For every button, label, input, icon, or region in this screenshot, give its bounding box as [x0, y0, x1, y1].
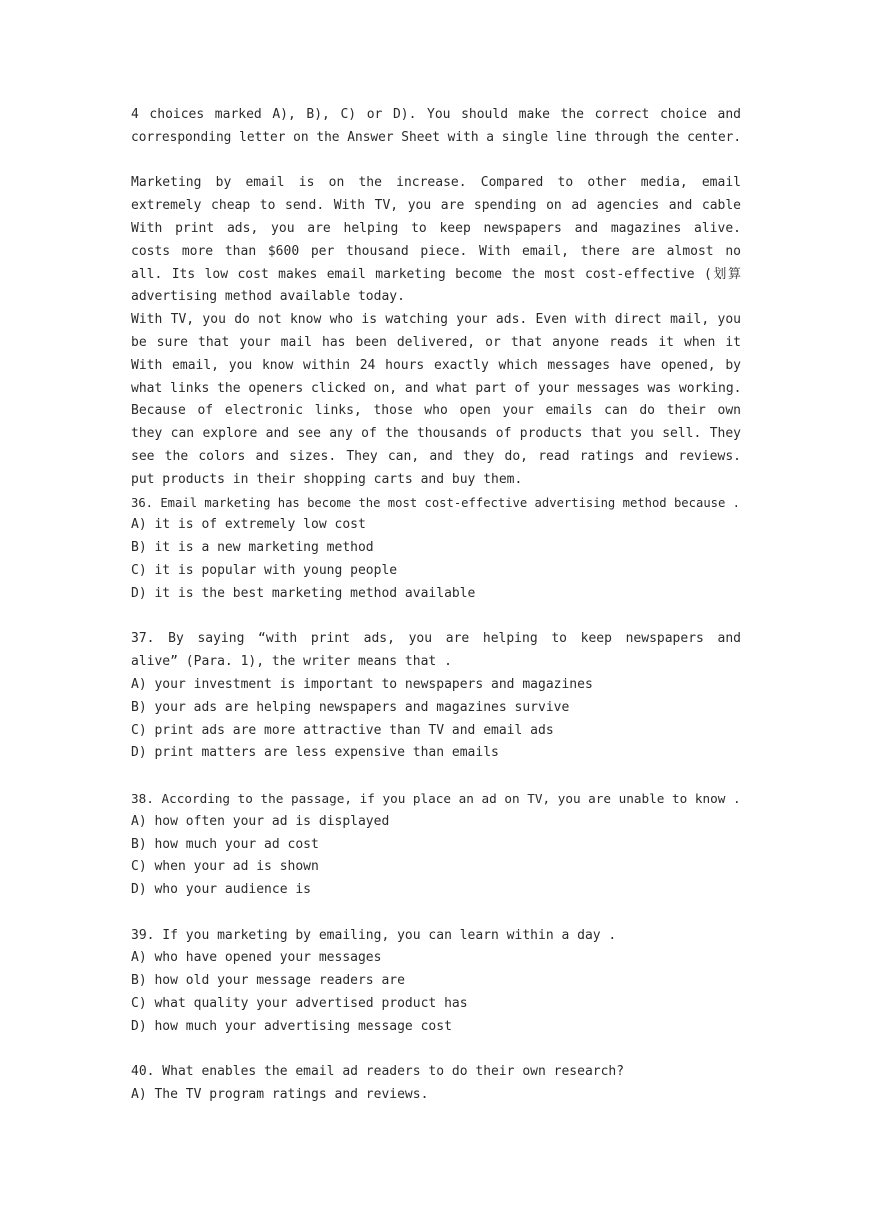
spacer [131, 606, 741, 629]
document-page [131, 104, 741, 1107]
passage-line: they can explore and see any of the thousands of products that you sell. They [131, 426, 741, 442]
passage-line: what links the openers clicked on, and what part of your messages was working. [131, 380, 742, 396]
answer-option: B) it is a new marketing method [131, 540, 374, 556]
question-38 [131, 788, 741, 902]
spacer [131, 1039, 741, 1062]
answer-option: A) your investment is important to newspapers and magazines [131, 676, 593, 692]
answer-option: D) who your audience is [131, 882, 312, 898]
passage-line: be sure that your mail has been delivered, or that anyone reads it when it [131, 334, 741, 350]
answer-option: C) it is popular with young people [131, 562, 398, 578]
passage-line: extremely cheap to send. With TV, you are spending on ad agencies and cable [131, 198, 741, 214]
answer-option: B) how much your ad cost [131, 836, 319, 852]
answer-option: B) your ads are helping newspapers and magazines survive [131, 699, 570, 715]
instructions-line: 4 choices marked A), B), C) or D). You should make the correct choice and [131, 107, 741, 122]
answer-option: A) The TV program ratings and reviews. [131, 1087, 429, 1103]
passage-line: With email, you know within 24 hours exactly which messages have opened, by [131, 357, 741, 373]
passage-line: Marketing by email is on the increase. Compared to other media, email [131, 175, 741, 191]
answer-option: C) when your ad is shown [131, 859, 319, 875]
question-stem: 36. Email marketing has become the most cost-effective advertising method because . [131, 495, 741, 510]
reading-passage [131, 172, 741, 491]
question-stem: 40. What enables the email ad readers to do their own research? [131, 1064, 625, 1080]
instructions [131, 104, 741, 150]
question-37 [131, 628, 741, 765]
spacer [131, 902, 741, 925]
answer-option: B) how old your message readers are [131, 973, 405, 989]
passage-line: put products in their shopping carts and buy them. [131, 471, 523, 487]
answer-option: C) what quality your advertised product has [131, 996, 468, 1012]
answer-option: D) how much your advertising message cost [131, 1018, 452, 1034]
answer-option: D) it is the best marketing method available [131, 585, 476, 601]
spacer [131, 765, 741, 788]
passage-line: advertising method available today. [131, 289, 405, 305]
answer-option: A) who have opened your messages [131, 950, 382, 966]
answer-option: A) it is of extremely low cost [131, 517, 366, 533]
answer-option: D) print matters are less expensive than emails [131, 745, 499, 761]
answer-option: A) how often your ad is displayed [131, 813, 390, 829]
passage-line: Because of electronic links, those who open your emails can do their own [131, 403, 741, 419]
spacer [131, 150, 741, 173]
question-39 [131, 925, 741, 1039]
passage-line: With print ads, you are helping to keep newspapers and magazines alive. [131, 220, 741, 236]
question-40 [131, 1061, 741, 1107]
question-stem: alive” (Para. 1), the writer means that . [131, 654, 452, 670]
passage-line: With TV, you do not know who is watching your ads. Even with direct mail, you [131, 312, 741, 328]
question-stem: 38. According to the passage, if you place an ad on TV, you are unable to know . [131, 790, 741, 806]
passage-line: see the colors and sizes. They can, and they do, read ratings and reviews. [131, 448, 741, 464]
passage-line: all. Its low cost makes email marketing become the most cost-effective (划算 [131, 266, 741, 282]
question-stem: 37. By saying “with print ads, you are helping to keep newspapers and [131, 631, 741, 647]
answer-option: C) print ads are more attractive than TV and email ads [131, 722, 554, 738]
instructions-line: corresponding letter on the Answer Sheet with a single line through the center. [131, 129, 742, 145]
question-36 [131, 492, 741, 606]
passage-line: costs more than $600 per thousand piece. With email, there are almost no [131, 243, 741, 259]
question-stem: 39. If you marketing by emailing, you can learn within a day . [131, 927, 617, 943]
